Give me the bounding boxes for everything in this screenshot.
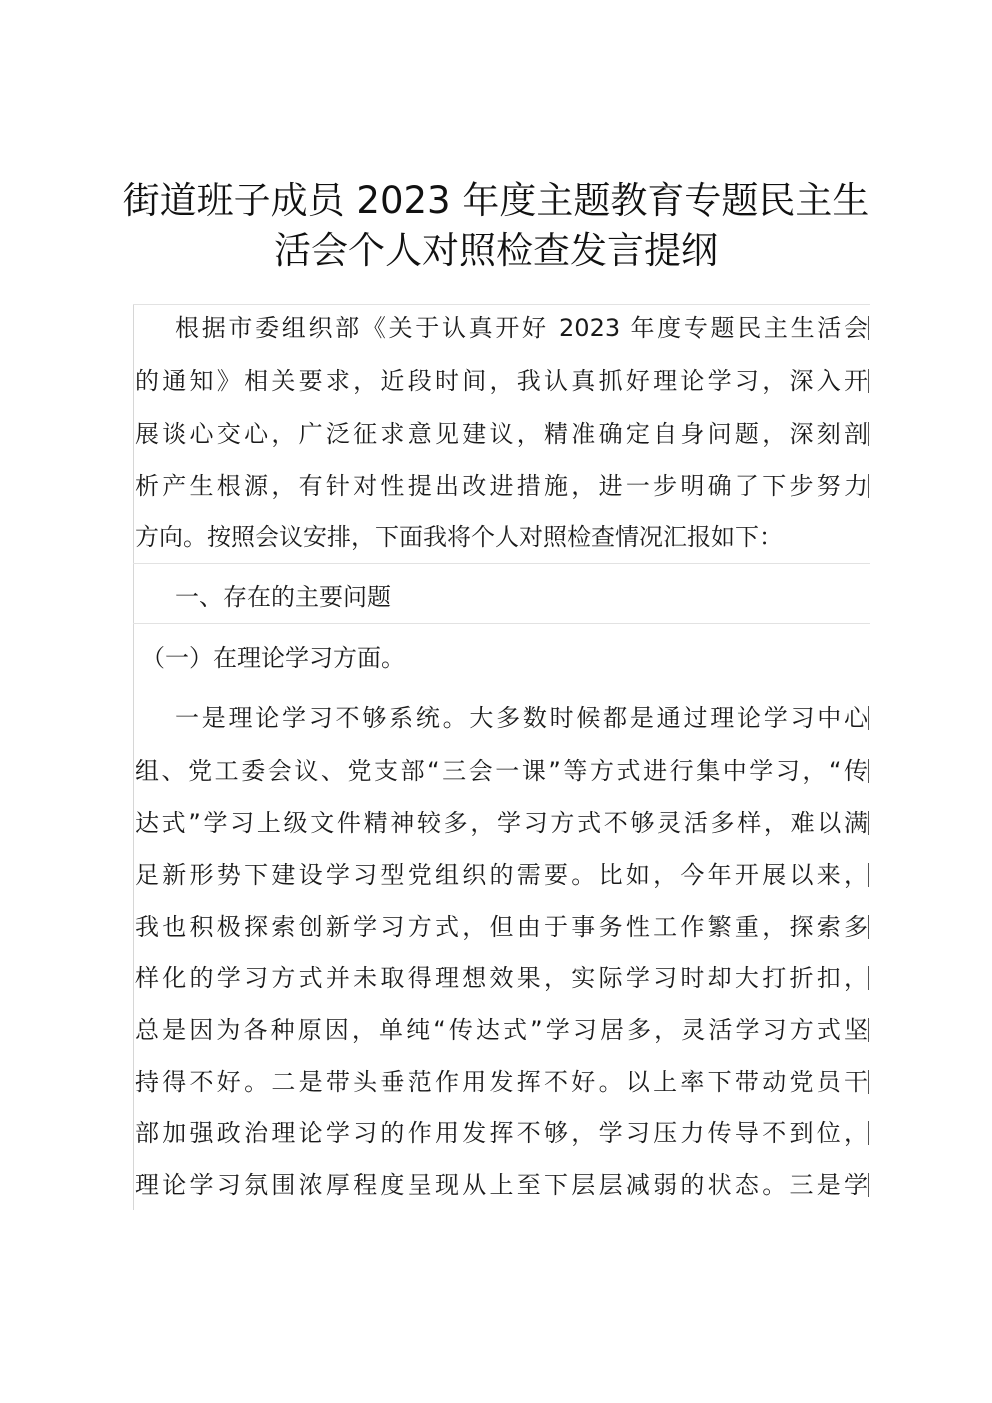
body-line: 达式”学习上级文件精神较多，学习方式不够灵活多样，难以满 (135, 809, 868, 837)
body-line: 样化的学习方式并未取得理想效果，实际学习时却大打折扣， (135, 964, 868, 992)
right-margin-mark (868, 369, 869, 393)
subsection-heading: （一）在理论学习方面。 (141, 644, 405, 672)
intro-line: 析产生根源，有针对性提出改进措施，进一步明确了下步努力 (135, 472, 868, 500)
intro-line: 方向。按照会议安排，下面我将个人对照检查情况汇报如下： (135, 523, 783, 551)
intro-line: 的通知》相关要求，近段时间，我认真抓好理论学习，深入开 (135, 367, 868, 395)
right-margin-mark (868, 811, 869, 835)
right-margin-mark (868, 1121, 869, 1145)
body-line: 部加强政治理论学习的作用发挥不够，学习压力传导不到位， (135, 1119, 868, 1147)
title-line-1: 街道班子成员 2023 年度主题教育专题民主生 (122, 179, 870, 222)
right-margin-mark (868, 759, 869, 783)
right-margin-mark (868, 1070, 869, 1094)
right-margin-mark (868, 863, 869, 887)
intro-line: 根据市委组织部《关于认真开好 2023 年度专题民主生活会 (175, 314, 868, 342)
right-margin-mark (868, 915, 869, 939)
body-line: 组、党工委会议、党支部“三会一课”等方式进行集中学习，“传 (135, 757, 868, 785)
frame-top-line (133, 304, 870, 305)
right-margin-mark (868, 1018, 869, 1042)
right-margin-mark (868, 1173, 869, 1197)
body-line: 足新形势下建设学习型党组织的需要。比如，今年开展以来， (135, 861, 868, 889)
body-line: 持得不好。二是带头垂范作用发挥不好。以上率下带动党员干 (135, 1068, 868, 1096)
right-margin-mark (868, 706, 869, 730)
document-title (100, 176, 892, 276)
paragraph-divider (133, 563, 870, 564)
body-line: 理论学习氛围浓厚程度呈现从上至下层层减弱的状态。三是学 (135, 1171, 868, 1199)
section-heading: 一、存在的主要问题 (175, 583, 391, 611)
right-margin-mark (868, 316, 869, 340)
body-line: 我也积极探索创新学习方式，但由于事务性工作繁重，探索多 (135, 913, 868, 941)
intro-line: 展谈心交心，广泛征求意见建议，精准确定自身问题，深刻剖 (135, 420, 868, 448)
body-line: 总是因为各种原因，单纯“传达式”学习居多，灵活学习方式坚 (135, 1016, 868, 1044)
right-margin-mark (868, 474, 869, 498)
title-line-2: 活会个人对照检查发言提纲 (274, 229, 718, 272)
paragraph-divider (133, 623, 870, 624)
right-margin-mark (868, 966, 869, 990)
body-line: 一是理论学习不够系统。大多数时候都是通过理论学习中心 (175, 704, 868, 732)
right-margin-mark (868, 422, 869, 446)
